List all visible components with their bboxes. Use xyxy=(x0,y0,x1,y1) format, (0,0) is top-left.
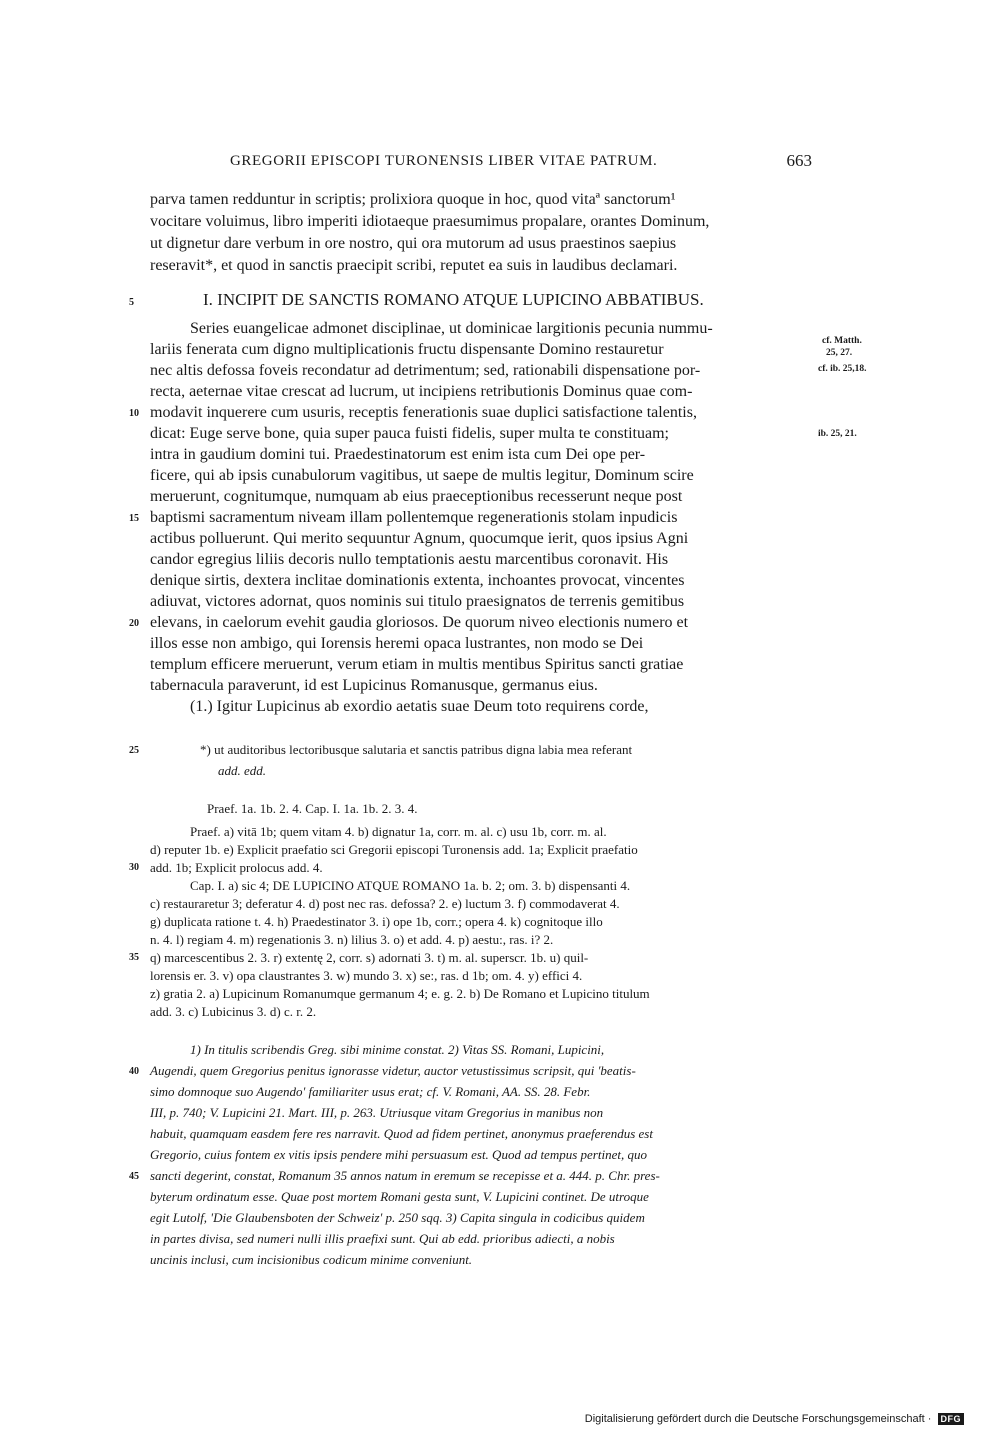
note-line: 1) In titulis scribendis Greg. sibi minime constat. 2) Vitas SS. Romani, Lupicini, xyxy=(190,1042,605,1057)
line-number: 35 xyxy=(129,952,139,963)
apparatus-line: add. 1b; Explicit prolocus add. 4. xyxy=(150,860,323,875)
text-line: dicat: Euge serve bone, quia super pauca fuisti fidelis, super multa te constituam; xyxy=(150,425,669,442)
text-line: intra in gaudium domini tui. Praedestinatorum est enim ista cum Dei ope per- xyxy=(150,446,646,463)
text-line: vocitare voluimus, libro imperiti idiotaeque praesumimus propalare, orantes Dominum, xyxy=(150,213,710,230)
apparatus-line: Praef. 1a. 1b. 2. 4. Cap. I. 1a. 1b. 2. 3. 4. xyxy=(207,801,418,816)
text-line: elevans, in caelorum evehit gaudia gloriosos. De quorum niveo electionis numero et xyxy=(150,614,689,631)
text-line: adiuvat, victores adornat, quos nominis sui titulo praesignatos de terrenis gemitibus xyxy=(150,593,685,610)
note-line: uncinis inclusi, cum incisionibus codicum minime conveniunt. xyxy=(150,1252,473,1267)
apparatus-line: n. 4. l) regiam 4. m) regenationis 3. n) lilius 3. o) et add. 4. p) aestu:, ras. i? 2. xyxy=(150,932,554,947)
text-line: ficere, qui ab ipsis cunabulorum vagitibus, ut saepe de multis legitur, Dominum scire xyxy=(150,467,694,484)
text-line: ut dignetur dare verbum in ore nostro, qui ora mutorum ad usus praestinos saepius xyxy=(150,235,677,252)
apparatus-line: g) duplicata ratione t. 4. h) Praedestinator 3. i) ope 1b, corr.; opera 4. k) cognitoque illo xyxy=(150,914,603,929)
text-line: baptismi sacramentum niveam illam pollentemque regenerationis stolam inpudicis xyxy=(150,509,678,526)
note-line: in partes divisa, sed numeri nulli illis praefixi sunt. Qui ab edd. prioribus adiecti, a nobis xyxy=(150,1231,615,1246)
margin-reference: ib. 25, 21. xyxy=(818,429,857,439)
text-line: illos esse non ambigo, qui Iorensis heremi opaca lustrantes, non modo se Dei xyxy=(150,635,644,652)
line-number: 15 xyxy=(129,513,139,524)
text-line: (1.) Igitur Lupicinus ab exordio aetatis suae Deum toto requirens corde, xyxy=(190,698,649,715)
note-line: Gregorio, cuius fontem ex vitis ipsis pendere mihi persuasum est. Quod ad tempus pertinet, quo xyxy=(150,1147,647,1162)
line-number: 40 xyxy=(129,1066,139,1077)
apparatus-line: add. 3. c) Lubicinus 3. d) c. r. 2. xyxy=(150,1004,317,1019)
text-line: actibus polluerunt. Qui merito sequuntur Agnum, quocumque ierit, quos ipsius Agni xyxy=(150,530,689,547)
line-number: 25 xyxy=(129,745,139,756)
footnote-line: *) ut auditoribus lectoribusque salutaria et sanctis patribus digna labia mea referant xyxy=(200,742,633,757)
note-line: III, p. 740; V. Lupicini 21. Mart. III, p. 263. Utriusque vitam Gregorius in manibus non xyxy=(150,1105,604,1120)
line-number: 10 xyxy=(129,408,139,419)
text-line: denique sirtis, dextera inclitae dominationis extenta, inchoantes provocat, vincentes xyxy=(150,572,685,589)
apparatus-line: z) gratia 2. a) Lupicinum Romanumque germanum 4; e. g. 2. b) De Romano et Lupicino titulum xyxy=(150,986,650,1001)
chapter-heading: I. INCIPIT DE SANCTIS ROMANO ATQUE LUPICINO ABBATIBUS. xyxy=(203,290,704,309)
note-line: byterum ordinatum esse. Quae post mortem Romani gesta sunt, V. Lupicini continet. De utroque xyxy=(150,1189,649,1204)
page-number: 663 xyxy=(786,151,812,170)
text-line: modavit inquerere cum usuris, receptis fenerationis suae duplici satisfactione talentis, xyxy=(150,404,697,421)
footnote-line: add. edd. xyxy=(218,763,267,778)
note-line: habuit, quamquam easdem fere res narravit. Quod ad fidem pertinet, anonymus praeferendus est xyxy=(150,1126,653,1141)
line-number: 30 xyxy=(129,862,139,873)
running-title: GREGORII EPISCOPI TURONENSIS LIBER VITAE PATRUM. xyxy=(230,153,658,169)
text-line: reseravit*, et quod in sanctis praecipit scribi, reputet ea suis in laudibus declamari. xyxy=(150,257,678,274)
text-line: tabernacula paraverunt, id est Lupicinus Romanusque, germanus eius. xyxy=(150,677,598,694)
text-line: templum efficere meruerunt, verum etiam in multis mentibus Spiritus sancti gratiae xyxy=(150,656,684,673)
text-line: nec altis defossa foveis recondatur ad detrimentum; sed, rationabili dispensatione por- xyxy=(150,362,701,379)
apparatus-line: d) reputer 1b. e) Explicit praefatio sci Gregorii episcopi Turonensis add. 1a; Explicit praefatio xyxy=(150,842,638,857)
margin-reference: cf. Matth. xyxy=(822,336,862,346)
dfg-logo: DFG xyxy=(938,1413,965,1425)
note-line: sancti degerint, constat, Romanum 35 annos natum in eremum se recepisse et a. 444. p. Chr. pres- xyxy=(150,1168,660,1183)
text-line: candor egregius liliis decoris nullo temptationis aestu marcentibus coronavit. His xyxy=(150,551,669,568)
line-number: 20 xyxy=(129,618,139,629)
footer-text: Digitalisierung gefördert durch die Deutsche Forschungsgemeinschaft · xyxy=(584,1413,932,1425)
apparatus-line: lorensis er. 3. v) opa claustrantes 3. w) mundo 3. x) se:, ras. d 1b; om. 4. y) effici 4. xyxy=(150,968,583,983)
apparatus-line: Praef. a) vitā 1b; quem vitam 4. b) dignatur 1a, corr. m. al. c) usu 1b, corr. m. al. xyxy=(190,824,607,839)
text-line: meruerunt, cognitumque, numquam ab eius praeceptionibus recesserunt neque post xyxy=(150,488,683,505)
digitization-footer xyxy=(585,1413,964,1425)
note-line: egit Lutolf, 'Die Glaubensboten der Schweiz' p. 250 sqq. 3) Capita singula in codicibus quidem xyxy=(150,1210,645,1225)
text-line: recta, aeternae vitae crescat ad lucrum, ut incipiens retributionis Dominus quae com- xyxy=(150,383,693,400)
text-line: parva tamen redduntur in scriptis; prolixiora quoque in hoc, quod vitaª sanctorum¹ xyxy=(150,191,676,208)
margin-reference: 25, 27. xyxy=(826,348,853,358)
line-number: 45 xyxy=(129,1171,139,1182)
text-line: lariis fenerata cum digno multiplicationis fructu dispensante Domino restauretur xyxy=(150,341,664,358)
text-line: Series euangelicae admonet disciplinae, ut dominicae largitionis pecunia nummu- xyxy=(190,320,713,337)
note-line: Augendi, quem Gregorius penitus ignorasse videtur, auctor vetustissimus scripsit, qui 'beatis- xyxy=(150,1063,636,1078)
apparatus-line: c) restauraretur 3; deferatur 4. d) post nec ras. defossa? 2. e) luctum 3. f) commodaverat 4. xyxy=(150,896,620,911)
note-line: simo domnoque suo Augendo' familiariter usus erat; cf. V. Romani, AA. SS. 28. Febr. xyxy=(150,1084,591,1099)
apparatus-line: Cap. I. a) sic 4; DE LUPICINO ATQUE ROMANO 1a. b. 2; om. 3. b) dispensanti 4. xyxy=(190,878,631,893)
apparatus-line: q) marcescentibus 2. 3. r) extentę 2, corr. s) adornati 3. t) m. al. superscr. 1b. u) quil- xyxy=(150,950,589,965)
page-header xyxy=(230,151,812,175)
line-number: 5 xyxy=(129,297,134,308)
margin-reference: cf. ib. 25,18. xyxy=(818,364,867,374)
